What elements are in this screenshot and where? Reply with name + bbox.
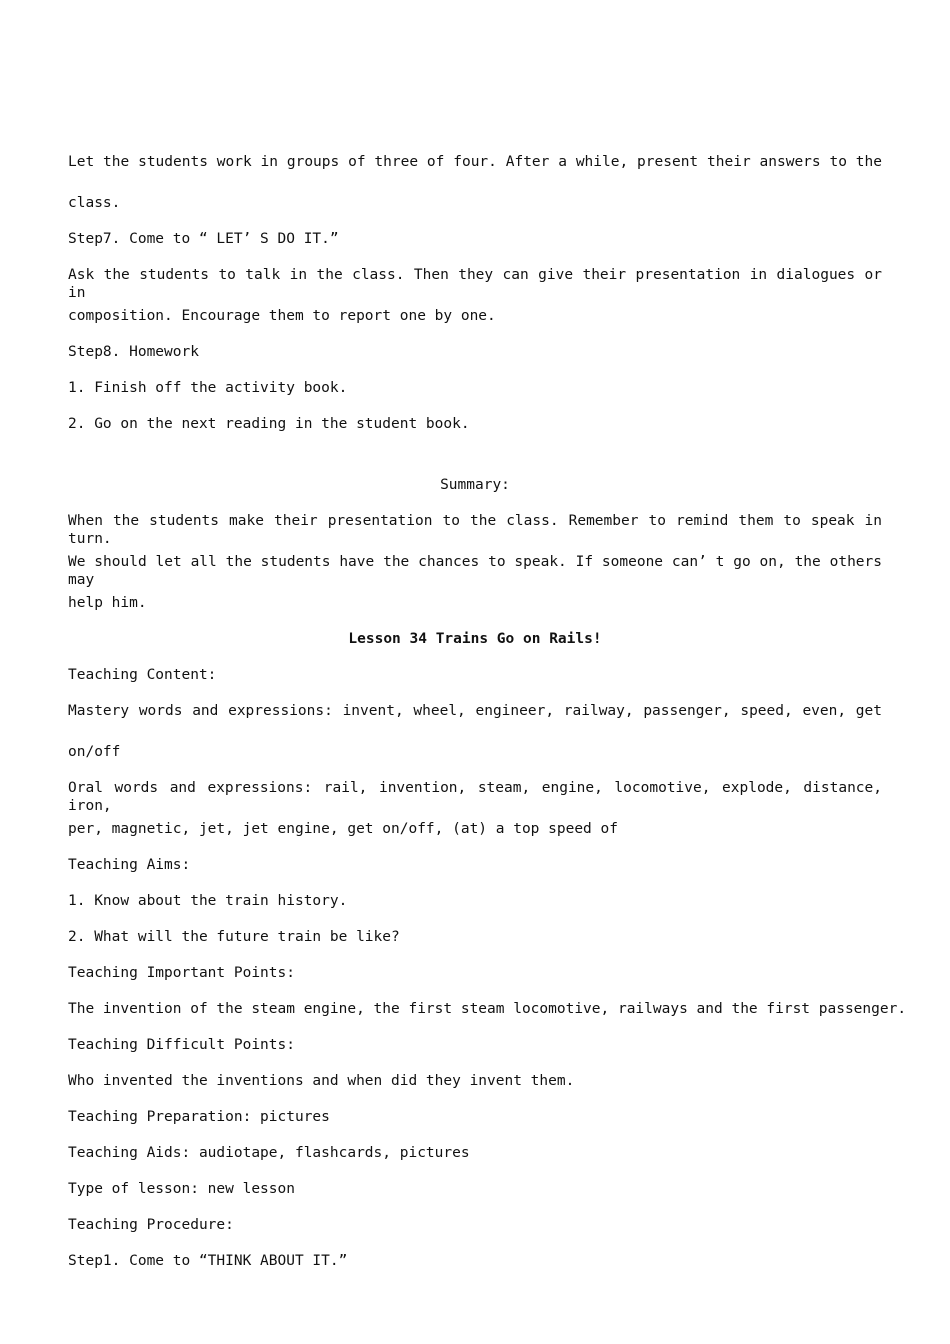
lesson-title: Lesson 34 Trains Go on Rails! [348, 631, 602, 647]
list-item: 2. What will the future train be like? [68, 929, 400, 945]
text-line: composition. Encourage them to report one by one. [68, 308, 496, 324]
text-line: Type of lesson: new lesson [68, 1181, 295, 1197]
section-heading: Teaching Important Points: [68, 965, 295, 981]
step-heading: Step8. Homework [68, 344, 199, 360]
section-heading: Teaching Difficult Points: [68, 1037, 295, 1053]
text-line: The invention of the steam engine, the first steam locomotive, railways and the first passenger. [68, 1001, 907, 1017]
summary-heading: Summary: [440, 477, 510, 493]
text-line: class. [68, 195, 121, 211]
list-item: 1. Finish off the activity book. [68, 380, 348, 396]
step-heading: Step1. Come to “THINK ABOUT IT.” [68, 1253, 348, 1269]
text-line: Let the students work in groups of three of four. After a while, present their answers to the [68, 154, 882, 170]
text-line: Who invented the inventions and when did they invent them. [68, 1073, 575, 1089]
list-item: 2. Go on the next reading in the student book. [68, 416, 470, 432]
text-line: on/off [68, 744, 121, 760]
text-line: Ask the students to talk in the class. Then they can give their presentation in dialogues or in [68, 267, 882, 301]
text-line: Mastery words and expressions: invent, wheel, engineer, railway, passenger, speed, even, get [68, 703, 882, 719]
text-line: When the students make their presentation to the class. Remember to remind them to speak in turn. [68, 513, 882, 547]
text-line: Oral words and expressions: rail, invention, steam, engine, locomotive, explode, distance, iron, [68, 780, 882, 814]
list-item: 1. Know about the train history. [68, 893, 348, 909]
section-heading: Teaching Content: [68, 667, 217, 683]
text-line: Teaching Preparation: pictures [68, 1109, 330, 1125]
text-line: per, magnetic, jet, jet engine, get on/off, (at) a top speed of [68, 821, 618, 837]
text-line: help him. [68, 595, 147, 611]
section-heading: Teaching Procedure: [68, 1217, 234, 1233]
step-heading: Step7. Come to “ LET’ S DO IT.” [68, 231, 339, 247]
text-line: Teaching Aids: audiotape, flashcards, pictures [68, 1145, 470, 1161]
text-line: We should let all the students have the chances to speak. If someone can’ t go on, the others may [68, 554, 882, 588]
section-heading: Teaching Aims: [68, 857, 191, 873]
